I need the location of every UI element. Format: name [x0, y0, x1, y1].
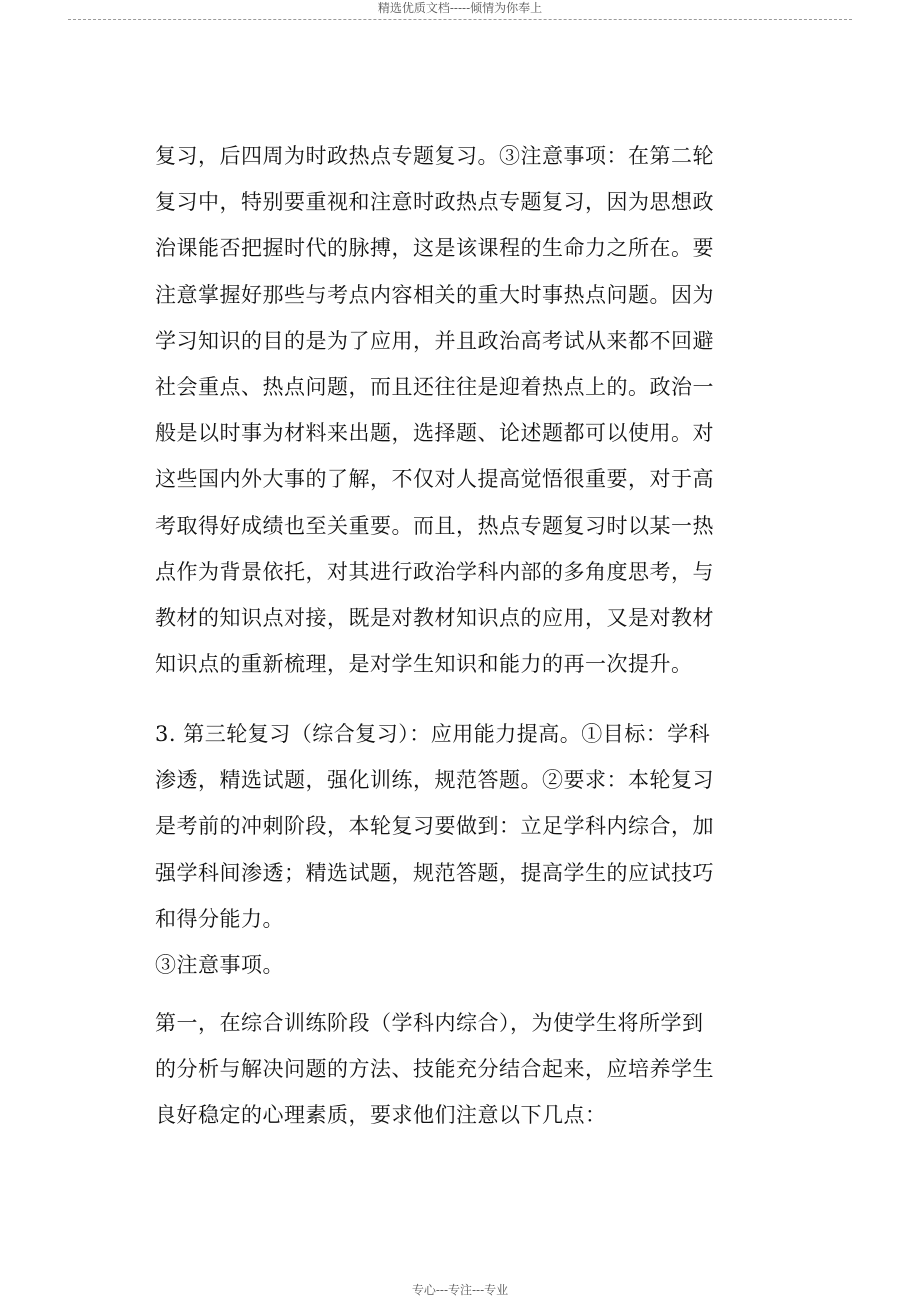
paragraph-first-point: 第一，在综合训练阶段（学科内综合），为使学生将所学到的分析与解决问题的方法、技能充分结合起来，应培养学生良好稳定的心理素质，要求他们注意以下几点： [155, 1011, 714, 1128]
paragraph-hot-topics-review: 复习，后四周为时政热点专题复习。③注意事项：在第二轮复习中，特别要重视和注意时政热点专题复习，因为思想政治课能否把握时代的脉搏，这是该课程的生命力之所在。要注意掌握好那些与考点内容相关的重大时事热点问题。因为学习知识的目的是为了应用，并且政治高考试从来都不回避社会重点、热点问题，而且还往往是迎着热点上的。政治一般是以时事为材料来出题，选择题、论述题都可以使用。对这些国内外大事的了解，不仅对人提高觉悟很重要，对于高考取得好成绩也至关重要。而且，热点专题复习时以某一热点作为背景依托，对其进行政治学科内部的多角度思考，与教材的知识点对接，既是对教材知识点的应用，又是对教材知识点的重新梳理，是对学生知识和能力的再一次提升。 [155, 144, 714, 677]
header-text: 精选优质文档-----倾情为你奉上 [377, 1, 543, 15]
paragraph-third-round-review: 3. 第三轮复习（综合复习）：应用能力提高。①目标：学科渗透，精选试题，强化训练，规范答题。②要求：本轮复习是考前的冲刺阶段，本轮复习要做到：立足学科内综合，加强学科间渗透；精选试题，规范答题，提高学生的应试技巧和得分能力。 [155, 722, 714, 931]
page-footer [0, 1282, 920, 1298]
footer-text: 专心---专注---专业 [411, 1283, 509, 1297]
page-header [68, 0, 852, 20]
paragraph-notes-heading: ③注意事项。 [155, 953, 284, 977]
